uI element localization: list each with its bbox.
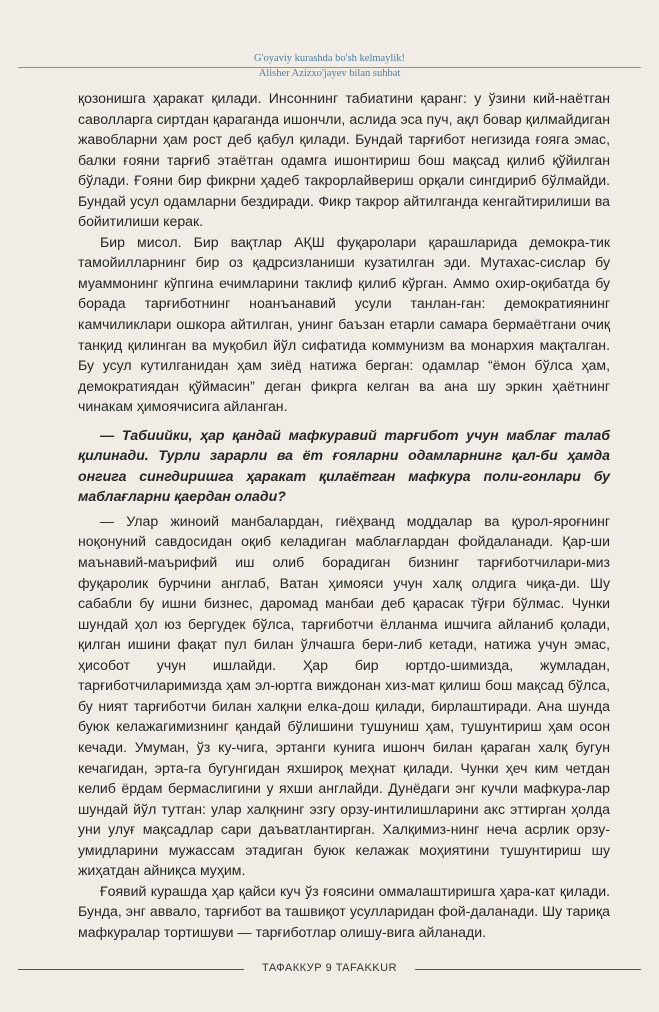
- footer-label: ТАФАККУР 9 TAFAKKUR: [256, 962, 403, 974]
- footer-rule-left: [18, 969, 244, 970]
- footer-rule-right: [415, 969, 641, 970]
- running-head-subtitle: Alisher Azizxo'jayev bilan suhbat: [258, 68, 401, 79]
- running-head-rule: [18, 67, 641, 68]
- interview-question: — Табиийки, ҳар қандай мафкуравий тарғибот учун маблағ талаб қилинади. Турли зарарли ва ёт ғояларни одамларнинг қал-би ҳамда онгига сингдиришга ҳаракат қилаётган мафкура поли-гонлари бу маблағларни қаердан олади?: [78, 426, 610, 505]
- running-head: [0, 52, 659, 80]
- paragraph: Бир мисол. Бир вақтлар АҚШ фуқаролари қарашларида демокра-тик тамойилларнинг бир оз қадрсизланиши кузатилган эди. Мутахас-сислар бу муаммонинг кўпгина ечимларини таклиф қилиб кўрган. Аммо охир-оқибатда бу борада тарғиботнинг ноанъанавий усули танлан-ган: демократиянинг камчиликлари ошкора айтилган, унинг баъзан етарли самара бермаётгани очиқ танқид қилинган ва муқобил йўл сифатида коммунизм ва монархия мақталган. Бу усул кутилганидан ҳам зиёд натижа берган: одамлар “ёмон бўлса ҳам, демократиядан қўймасин” деган фикрга келган ва ана шу эркин ҳаётнинг чинакам ҳимоячисига айланган.: [78, 233, 610, 415]
- article-body: [78, 88, 610, 942]
- page-footer: [0, 962, 659, 974]
- paragraph: қозонишга ҳаракат қилади. Инсоннинг табиатини қаранг: у ўзини кий-наётган саволларга сиртдан қараганда ишончли, аслида эса пуч, ақл бовар қилмайдиган жавобларни ҳам рост деб қабул қилади. Бундай тарғибот негизида ғояга эмас, балки ғояни тарғиб этаётган одамга ишонтириш бош мақсад қилиб қўйилган бўлади. Ғояни бир фикрни ҳадеб такрорлайвериш орқали сингдириб бўлмайди. Бундай усул одамларни бездиради. Фикр такрор айтилганда кенгайтирилиши ва бойитилиши керак.: [78, 90, 610, 230]
- interview-answer: — Улар жиноий манбалардан, гиёҳванд моддалар ва қурол-яроғнинг ноқонуний савдосидан оқиб келадиган маблағлардан фойдаланади. Қар-ши маънавий-маърифий иш олиб борадиган бизнинг тарғиботчилари-миз фуқаролик бурчини англаб, Ватан ҳимояси учун халқ олдига чиқа-ди. Шу сабабли бу ишни бизнес, даромад манбаи деб қарасак тўғри бўлмас. Чунки шундай ҳол юз бергудек бўлса, тарғиботчи ёлланма ишчига айланиб қолади, қилган ишини фақат пул билан ўлчашга бери-либ кетади, натижа учун эмас, ҳисобот учун ишлайди. Ҳар бир юртдо-шимизда, жумладан, тарғиботчиларимизда ҳам эл-юртга виждонан хиз-мат қилиш бош мақсад бўлса, бу ният тарғиботчи билан халқни елка-дош қилади, бирлаштиради. Ана шунда буюк келажагимизнинг қандай бўлишини тушуниш ҳам, тушунтириш ҳам осон кечади. Умуман, ўз ку-чига, эртанги кунига ишонч билан қараган халқ бугун кечагидан, эрта-га бугунгидан яхшироқ меҳнат қилади. Чунки ҳеч ким четдан келиб ёрдам бермаслигини у яхши англайди. Дунёдаги энг кучли мафкура-лар шундай йўл тутган: улар халқнинг эзгу орзу-интилишларини акс эттирган ҳолда уни улуғ мақсадлар сари даъватлантирган. Халқимиз-нинг неча асрлик орзу-умидларини мужассам этадиган буюк келажак моҳиятини тушунтириш шу жиҳатдан айниқса муҳим.: [78, 512, 610, 879]
- running-head-title: G'oyaviy kurashda bo'sh kelmaylik!: [253, 53, 406, 64]
- paragraph: Ғоявий курашда ҳар қайси куч ўз ғоясини оммалаштиришга ҳара-кат қилади. Бунда, энг аввало, тарғибот ва ташвиқот усулларидан фой-даланади. Шу тариқа мафкуралар тортишуви — тарғиботлар олишу-вига айланади.: [78, 882, 610, 940]
